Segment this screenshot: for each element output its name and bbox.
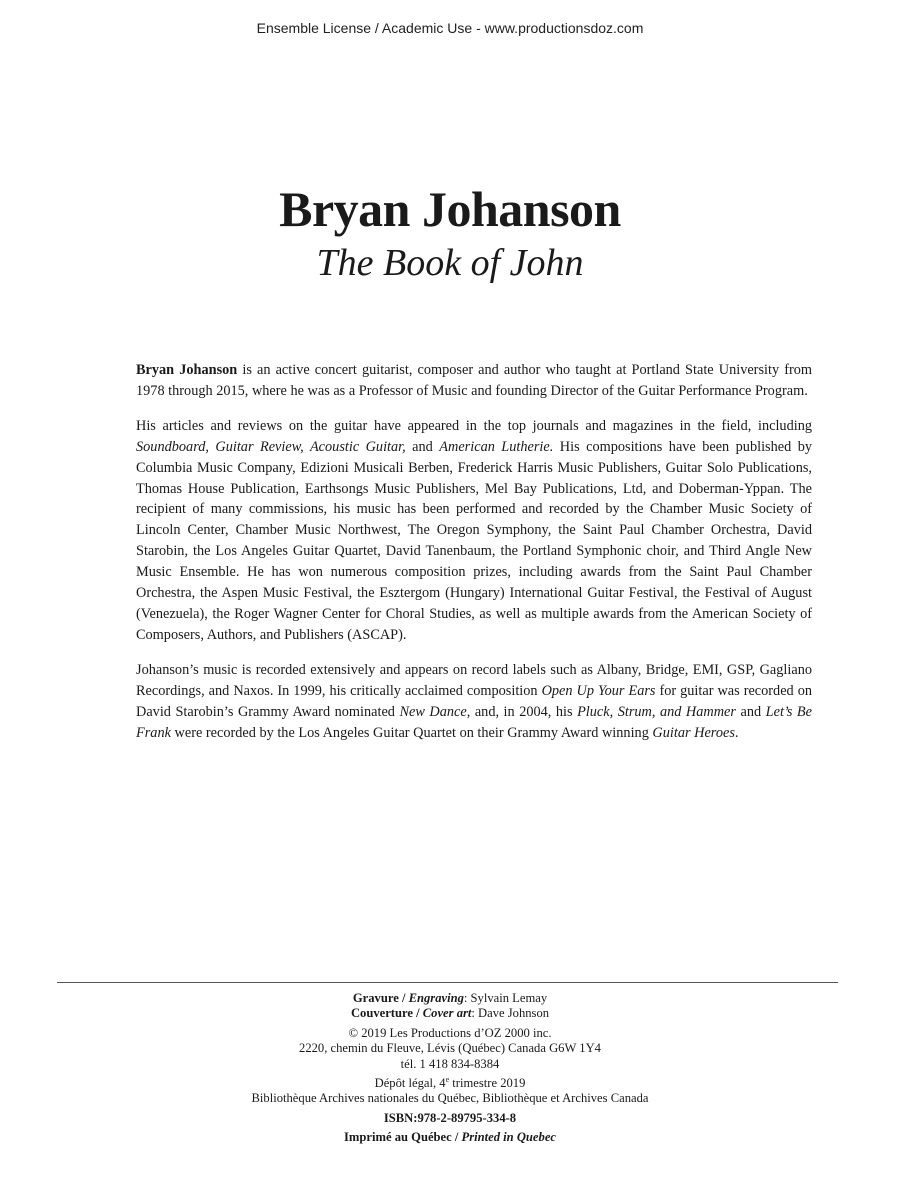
- bio-text: were recorded by the Los Angeles Guitar Quartet on their Grammy Award winning: [170, 724, 653, 741]
- printed-in: Imprimé au Québec / Printed in Quebec: [344, 1130, 556, 1145]
- depot-legal: Dépôt légal, 4e trimestre 2019: [374, 1074, 526, 1091]
- bio-paragraph-3: [136, 660, 812, 744]
- address: 2220, chemin du Fleuve, Lévis (Québec) Canada G6W 1Y4: [299, 1041, 601, 1056]
- bio-text: and: [405, 438, 440, 455]
- bio-name: Bryan Johanson: [136, 362, 238, 378]
- bio-text: is an active concert guitarist, composer and author who taught at Portland State University from 1978 through 2015, where he was as a Professor of Music and founding Director of the Guitar Performance Program.: [136, 362, 812, 399]
- copyright: © 2019 Les Productions d’OZ 2000 inc.: [348, 1025, 552, 1040]
- bio-paragraph-2: [136, 416, 812, 646]
- bio-work-title: Open Up Your Ears: [541, 682, 656, 699]
- cover-credit: Couverture / Cover art: Dave Johnson: [350, 1006, 550, 1021]
- legal-deposit: [0, 1076, 900, 1107]
- composer-name: Bryan Johanson: [279, 181, 621, 237]
- engraving-credit: Gravure / Engraving: Sylvain Lemay: [352, 991, 548, 1005]
- bio-text: and: [735, 703, 766, 720]
- phone: tél. 1 418 834-8384: [400, 1056, 500, 1071]
- bio-lutherie: American Lutherie.: [439, 438, 554, 455]
- isbn-group: [0, 1111, 900, 1126]
- isbn: ISBN:978-2-89795-334-8: [383, 1110, 517, 1125]
- bio-text: Johanson’s music is recorded extensively and appears on record labels such as Albany, Bridge, EMI, GSP, Gagliano Recordings, and Naxos. In 1999, his critically acclaimed composition: [136, 661, 812, 699]
- bio-text: .: [734, 724, 739, 741]
- work-title: The Book of John: [316, 242, 584, 284]
- credits-artists: [0, 991, 900, 1022]
- publisher-info: [0, 1026, 900, 1072]
- footer-divider: [57, 982, 838, 983]
- bio-work-title: Let’s Be Frank: [136, 703, 812, 741]
- bio-text: for guitar was recorded on David Starobin’s Grammy Award nominated: [136, 682, 812, 720]
- bio-album-title: Guitar Heroes: [652, 724, 735, 741]
- bio-paragraph-1: [136, 360, 812, 402]
- title-block: [0, 178, 900, 288]
- bio-text: , and, in 2004, his: [466, 703, 578, 720]
- bio-text: His articles and reviews on the guitar have appeared in the top journals and magazines in the field, including: [136, 417, 812, 434]
- archives: Bibliothèque Archives nationales du Québec, Bibliothèque et Archives Canada: [251, 1091, 649, 1106]
- biography: [136, 360, 812, 757]
- bio-album-title: New Dance: [399, 703, 467, 720]
- license-header: Ensemble License / Academic Use - www.productionsdoz.com: [256, 20, 644, 36]
- bio-journals: Soundboard, Guitar Review, Acoustic Guitar,: [136, 438, 406, 455]
- credits-block: [0, 991, 900, 1150]
- bio-text: His compositions have been published by Columbia Music Company, Edizioni Musicali Berben, Frederick Harris Music Publishers, Guitar Solo Publications, Thomas House Publication, Earthsongs Music Publishers, Mel Bay Publications, Ltd, and Doberman-Yppan. The recipient of many commissions, his music has been performed and recorded by the Chamber Music Society of Lincoln Center, Chamber Music Northwest, The Oregon Symphony, the Saint Paul Chamber Orchestra, David Starobin, the Los Angeles Guitar Quartet, David Tanenbaum, the Portland Symphonic choir, and Third Angle New Music Ensemble. He has won numerous composition prizes, including awards from the Saint Paul Chamber Orchestra, the Aspen Music Festival, the Esztergom (Hungary) International Guitar Festival, the Festival of August (Venezuela), the Roger Wagner Center for Choral Studies, as well as multiple awards from the American Society of Composers, Authors, and Publishers (ASCAP).: [136, 438, 812, 643]
- bio-work-title: Pluck, Strum, and Hammer: [577, 703, 736, 720]
